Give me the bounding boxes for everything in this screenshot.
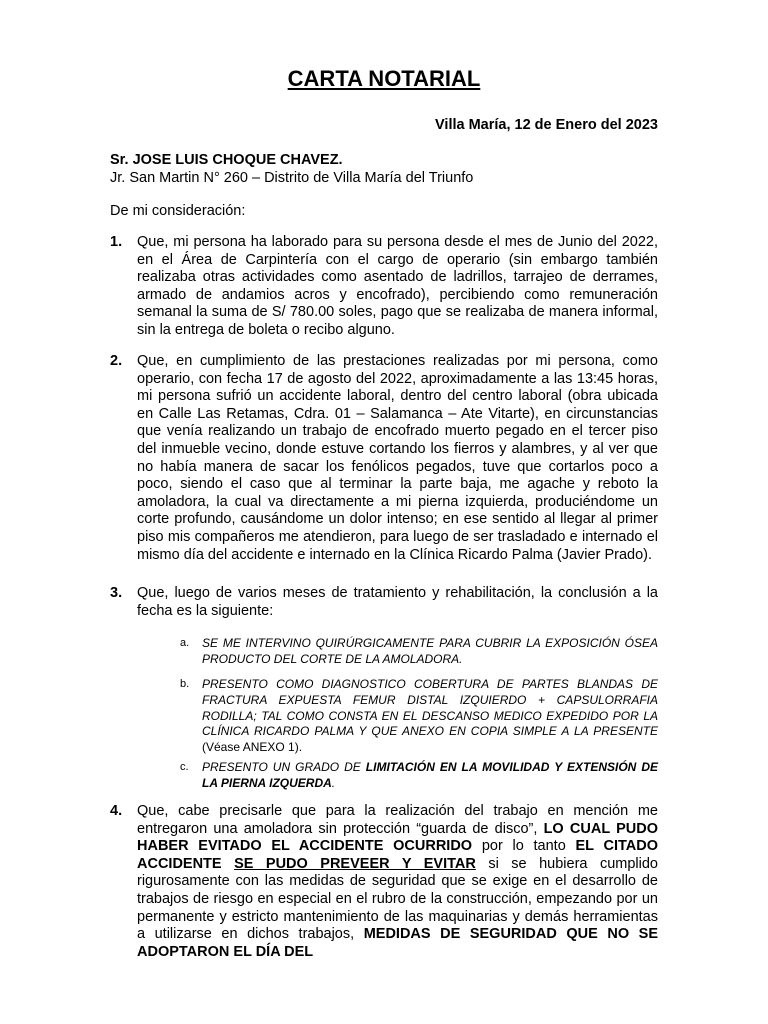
numbered-paragraph-1 xyxy=(110,234,658,340)
bold-segment: MEDIDAS DE SEGURIDAD QUE NO SE ADOPTARON EL DÍA DEL xyxy=(137,926,658,960)
sub-item-c xyxy=(180,760,658,792)
place-date: Villa María, 12 de Enero del 2023 xyxy=(435,117,658,133)
document-title: CARTA NOTARIAL xyxy=(287,66,481,91)
paragraph-number: 1. xyxy=(110,234,123,250)
numbered-paragraph-4 xyxy=(110,803,658,961)
salutation: De mi consideración: xyxy=(110,203,246,219)
sub-item-text-end: . xyxy=(331,775,336,790)
paragraph-text: Que, en cumplimiento de las prestaciones realizadas por mi persona, como operario, con fecha 17 de agosto del 2022, aproximadamente a las 13:45 horas, mi persona sufrió un accidente laboral, dentro del centro laboral (obra ubicada en Calle Las Retamas, Cdra. 01 – Salamanca – Ate Vitarte), en circunstancias que venía realizando un trabajo de encofrado muerto pegado en el tercer piso del inmueble vecino, donde estuve cortando los fierros y alambres, y al ver que no había manera de sacar los fenólicos pegados, tuve que cortarlos poco a poco, siendo el caso que al terminar la parte baja, me agache y reboto la amoladora, la cual va directamente a mi pierna izquierda, produciéndome un corte profundo, causándome un dolor intenso; en ese sentido al llegar al primer piso mis compañeros me atendieron, para luego de ser trasladado e internado el mismo día del accidente e internado en la Clínica Ricardo Palma (Javier Prado). xyxy=(137,353,658,563)
sub-item-letter: a. xyxy=(180,637,190,649)
numbered-paragraph-2 xyxy=(110,353,658,564)
sub-item-letter: b. xyxy=(180,678,190,690)
annex-reference: (Véase ANEXO 1). xyxy=(202,740,303,755)
sub-item-b xyxy=(180,677,658,756)
text-segment: Que, cabe precisarle que para la realización del trabajo en mención me entregaron una amoladora sin protección “guarda de disco”, xyxy=(137,803,658,837)
text-segment: si se hubiera cumplido rigurosamente con las medidas de seguridad que se exige en el desarrollo de trabajos de riesgo en especial en el rubro de la construcción, empezando por un permanente y estricto mantenimiento de las maquinarias y demás herramientas a utilizarse en dichos trabajos, xyxy=(137,855,658,943)
sub-item-text: SE ME INTERVINO QUIRÚRGICAMENTE PARA CUBRIR LA EXPOSICIÓN ÓSEA PRODUCTO DEL CORTE DE LA AMOLADORA. xyxy=(202,636,658,666)
bold-underlined-segment: SE PUDO PREVEER Y EVITAR xyxy=(234,855,476,872)
sub-item-bold-text: LIMITACIÓN EN LA MOVILIDAD Y EXTENSIÓN DE LA PIERNA IZQUERDA xyxy=(202,760,658,790)
numbered-paragraph-3 xyxy=(110,585,658,620)
sub-item-body xyxy=(202,760,658,792)
paragraph-text xyxy=(137,803,658,961)
paragraph-number: 2. xyxy=(110,353,123,369)
paragraph-text: Que, mi persona ha laborado para su persona desde el mes de Junio del 2022, en el Área de Carpintería con el cargo de operario (sin embargo también realizaba otras actividades como asentado de ladrillos, tarrajeo de derrames, armado de andamios acros y encofrado), percibiendo como remuneración semanal la suma de S/ 780.00 soles, pago que se realizaba de manera informal, sin la entrega de boleta o recibo alguno. xyxy=(137,234,658,338)
sub-item-text: PRESENTO COMO DIAGNOSTICO COBERTURA DE PARTES BLANDAS DE FRACTURA EXPUESTA FEMUR DISTAL IZQUIERDO + CAPSULORRAFIA RODILLA; TAL COMO CONSTA EN EL DESCANSO MEDICO EXPEDIDO POR LA CLÍNICA RICARDO PALMA Y QUE ANEXO EN COPIA SIMPLE A LA PRESENTE xyxy=(202,677,658,739)
text-segment: por lo tanto xyxy=(472,838,576,855)
sub-item-text: PRESENTO UN GRADO DE xyxy=(202,760,366,774)
sub-item-body xyxy=(202,677,658,756)
paragraph-text: Que, luego de varios meses de tratamiento y rehabilitación, la conclusión a la fecha es la siguiente: xyxy=(137,585,658,619)
sub-item-a xyxy=(180,636,658,668)
bold-segment: EL CITADO ACCIDENTE xyxy=(137,838,658,872)
bold-segment: LO CUAL PUDO HABER EVITADO EL ACCIDENTE OCURRIDO xyxy=(137,820,658,855)
addressee-name: Sr. JOSE LUIS CHOQUE CHAVEZ. xyxy=(110,152,343,168)
paragraph-number: 4. xyxy=(110,803,123,819)
addressee-address: Jr. San Martin N° 260 – Distrito de Villa María del Triunfo xyxy=(110,170,474,186)
paragraph-number: 3. xyxy=(110,585,123,601)
addressee-block xyxy=(110,151,473,187)
sub-item-letter: c. xyxy=(180,761,189,773)
